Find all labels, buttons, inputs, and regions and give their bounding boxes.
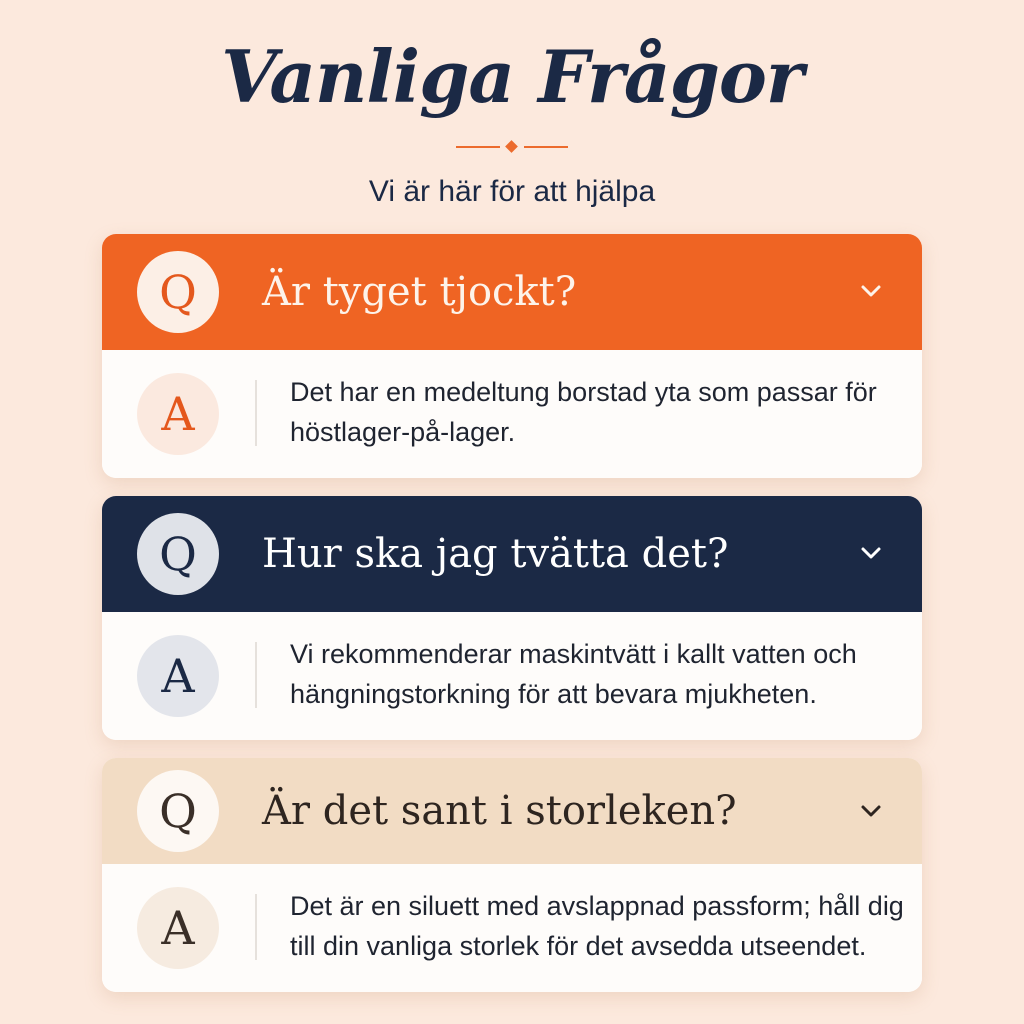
page-subtitle: Vi är här för att hjälpa: [368, 175, 656, 208]
faq-answer-panel: [102, 350, 922, 478]
chevron-down-icon[interactable]: [860, 280, 882, 302]
page-title: Vanliga Frågor: [221, 34, 803, 119]
question-badge: Q: [137, 513, 219, 595]
answer-badge: A: [137, 373, 219, 455]
faq-item: [102, 496, 922, 740]
diamond-icon: [505, 140, 518, 153]
answer-badge: A: [137, 635, 219, 717]
question-badge: Q: [137, 770, 219, 852]
faq-question-header[interactable]: [102, 758, 922, 864]
faq-question-header[interactable]: [102, 234, 922, 350]
question-badge: Q: [137, 251, 219, 333]
faq-answer-panel: [102, 612, 922, 740]
faq-item: [102, 234, 922, 478]
faq-answer-panel: [102, 864, 922, 992]
answer-badge: A: [137, 887, 219, 969]
faq-question: Är tyget tjockt?: [262, 269, 577, 315]
answer-separator: [255, 642, 257, 708]
chevron-down-icon[interactable]: [860, 542, 882, 564]
divider-line-right: [524, 146, 568, 148]
title-divider: [456, 140, 568, 154]
answer-separator: [255, 894, 257, 960]
answer-separator: [255, 380, 257, 446]
faq-question: Är det sant i storleken?: [262, 788, 737, 834]
divider-line-left: [456, 146, 500, 148]
faq-question-header[interactable]: [102, 496, 922, 612]
faq-item: [102, 758, 922, 992]
faq-answer: Vi rekommenderar maskintvätt i kallt vatten och hängningstorkning för att bevara mjukheten.: [290, 639, 857, 709]
faq-answer: Det har en medeltung borstad yta som passar för höstlager-på-lager.: [290, 377, 877, 447]
faq-question: Hur ska jag tvätta det?: [262, 531, 729, 577]
chevron-down-icon[interactable]: [860, 800, 882, 822]
faq-answer: Det är en siluett med avslappnad passform; håll dig till din vanliga storlek för det avsedda utseendet.: [290, 891, 904, 961]
